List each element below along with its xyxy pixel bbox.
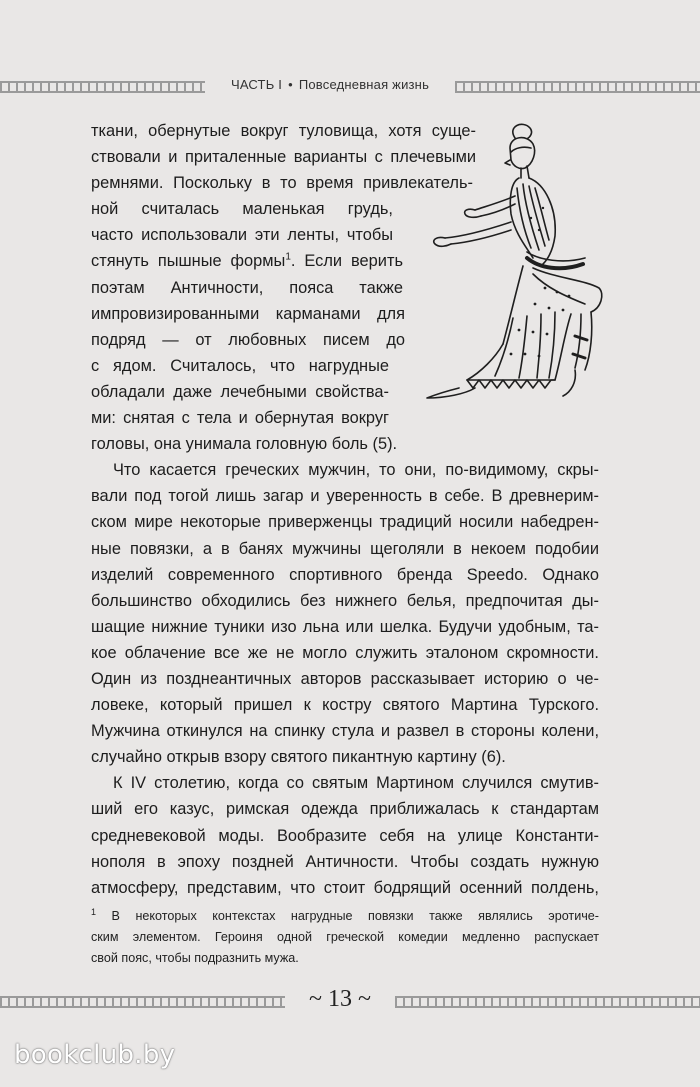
text-line: ловеке, который пришел к костру святого Мартина Турского.	[91, 696, 599, 715]
text-line: Мужчина откинулся на спинку стула и развел в стороны колени,	[91, 722, 599, 741]
text-line: Что касается греческих мужчин, то они, по-видимому, скры-	[113, 461, 599, 480]
text-line: ствовали и приталенные варианты с плечевыми	[91, 148, 476, 167]
footnote-reference: 1	[285, 252, 291, 263]
text-line: импровизированными карманами для	[91, 304, 405, 323]
text-line: кое облачение все же не могло служить эталоном скромности.	[91, 643, 599, 662]
text-line: ремнями. Поскольку в то время привлекатель-	[91, 174, 473, 193]
watermark: bookclub.by	[14, 1040, 176, 1070]
footnote	[91, 906, 599, 969]
text-line: поэтам Античности, пояса также	[91, 278, 403, 297]
text-line: К IV столетию, когда со святым Мартином случился смутив-	[113, 774, 599, 793]
running-head-text	[205, 77, 455, 92]
text-line: изделий современного спортивного бренда Speedo. Однако	[91, 565, 599, 584]
text-line: ском мире некоторые приверженцы традиций носили набедрен-	[91, 513, 599, 532]
footnote-marker: 1	[91, 906, 97, 917]
text-line: атмосферу, представим, что стоит бодрящий осенний полдень,	[91, 878, 599, 897]
running-header	[0, 74, 700, 100]
page-number: ~ 13 ~	[309, 986, 371, 1012]
text-line: шащие нижние туники изо льна или шелка. Будучи удобным, та-	[91, 617, 599, 636]
page-footer	[0, 988, 700, 1016]
text-line: с ядом. Считалось, что нагрудные	[91, 356, 389, 375]
text-line: случайно открыв взору святого пикантную картину (6).	[91, 748, 506, 767]
text-line: ной считалась маленькая грудь,	[91, 200, 393, 219]
greek-meander-border-icon	[455, 81, 700, 93]
footnote-line: свой пояс, чтобы подразнить мужа.	[91, 951, 299, 965]
footnote-line: ским элементом. Героиня одной греческой комедии медленно распускает	[91, 930, 599, 944]
text-line: ткани, обернутые вокруг туловища, хотя суще-	[91, 122, 476, 140]
text-line: ми: снятая с тела и обернутая вокруг	[91, 409, 389, 428]
greek-meander-border-icon	[0, 81, 205, 93]
text-line: средневековой моды. Вообразите себя на улице Константи-	[91, 826, 599, 845]
text-line: обладали даже лечебными свойства-	[91, 382, 389, 401]
greek-meander-border-icon	[0, 996, 285, 1008]
header-bullet: •	[288, 77, 293, 92]
text-line: ные повязки, а в банях мужчины щеголяли в некоем подобии	[91, 539, 599, 558]
text-line: часто использовали эти ленты, чтобы	[91, 226, 393, 245]
text-line: подряд — от любовных писем до	[91, 330, 405, 349]
text-line: нополя в эпоху поздней Античности. Чтобы создать нужную	[91, 852, 599, 871]
text-line: большинство обходились без нижнего белья, предпочитая ды-	[91, 591, 599, 610]
text-line: головы, она унимала головную боль (5).	[91, 435, 398, 454]
part-label: ЧАСТЬ I	[230, 77, 283, 92]
text-line: стянуть пышные формы$^1$. Если верить	[91, 252, 403, 271]
text-line: Один из позднеантичных авторов рассказывает историю о че-	[91, 669, 599, 688]
main-text	[91, 118, 599, 901]
section-label: Повседневная жизнь	[298, 77, 430, 92]
text-line: вали под тогой лишь загар и уверенность в себе. В древнерим-	[91, 487, 599, 506]
greek-meander-border-icon	[395, 996, 700, 1008]
footnote-line: $^1$ В некоторых контекстах нагрудные повязки также являлись эротиче-	[91, 906, 599, 923]
text-line: ший его казус, римская одежда приближалась к стандартам	[91, 800, 599, 819]
